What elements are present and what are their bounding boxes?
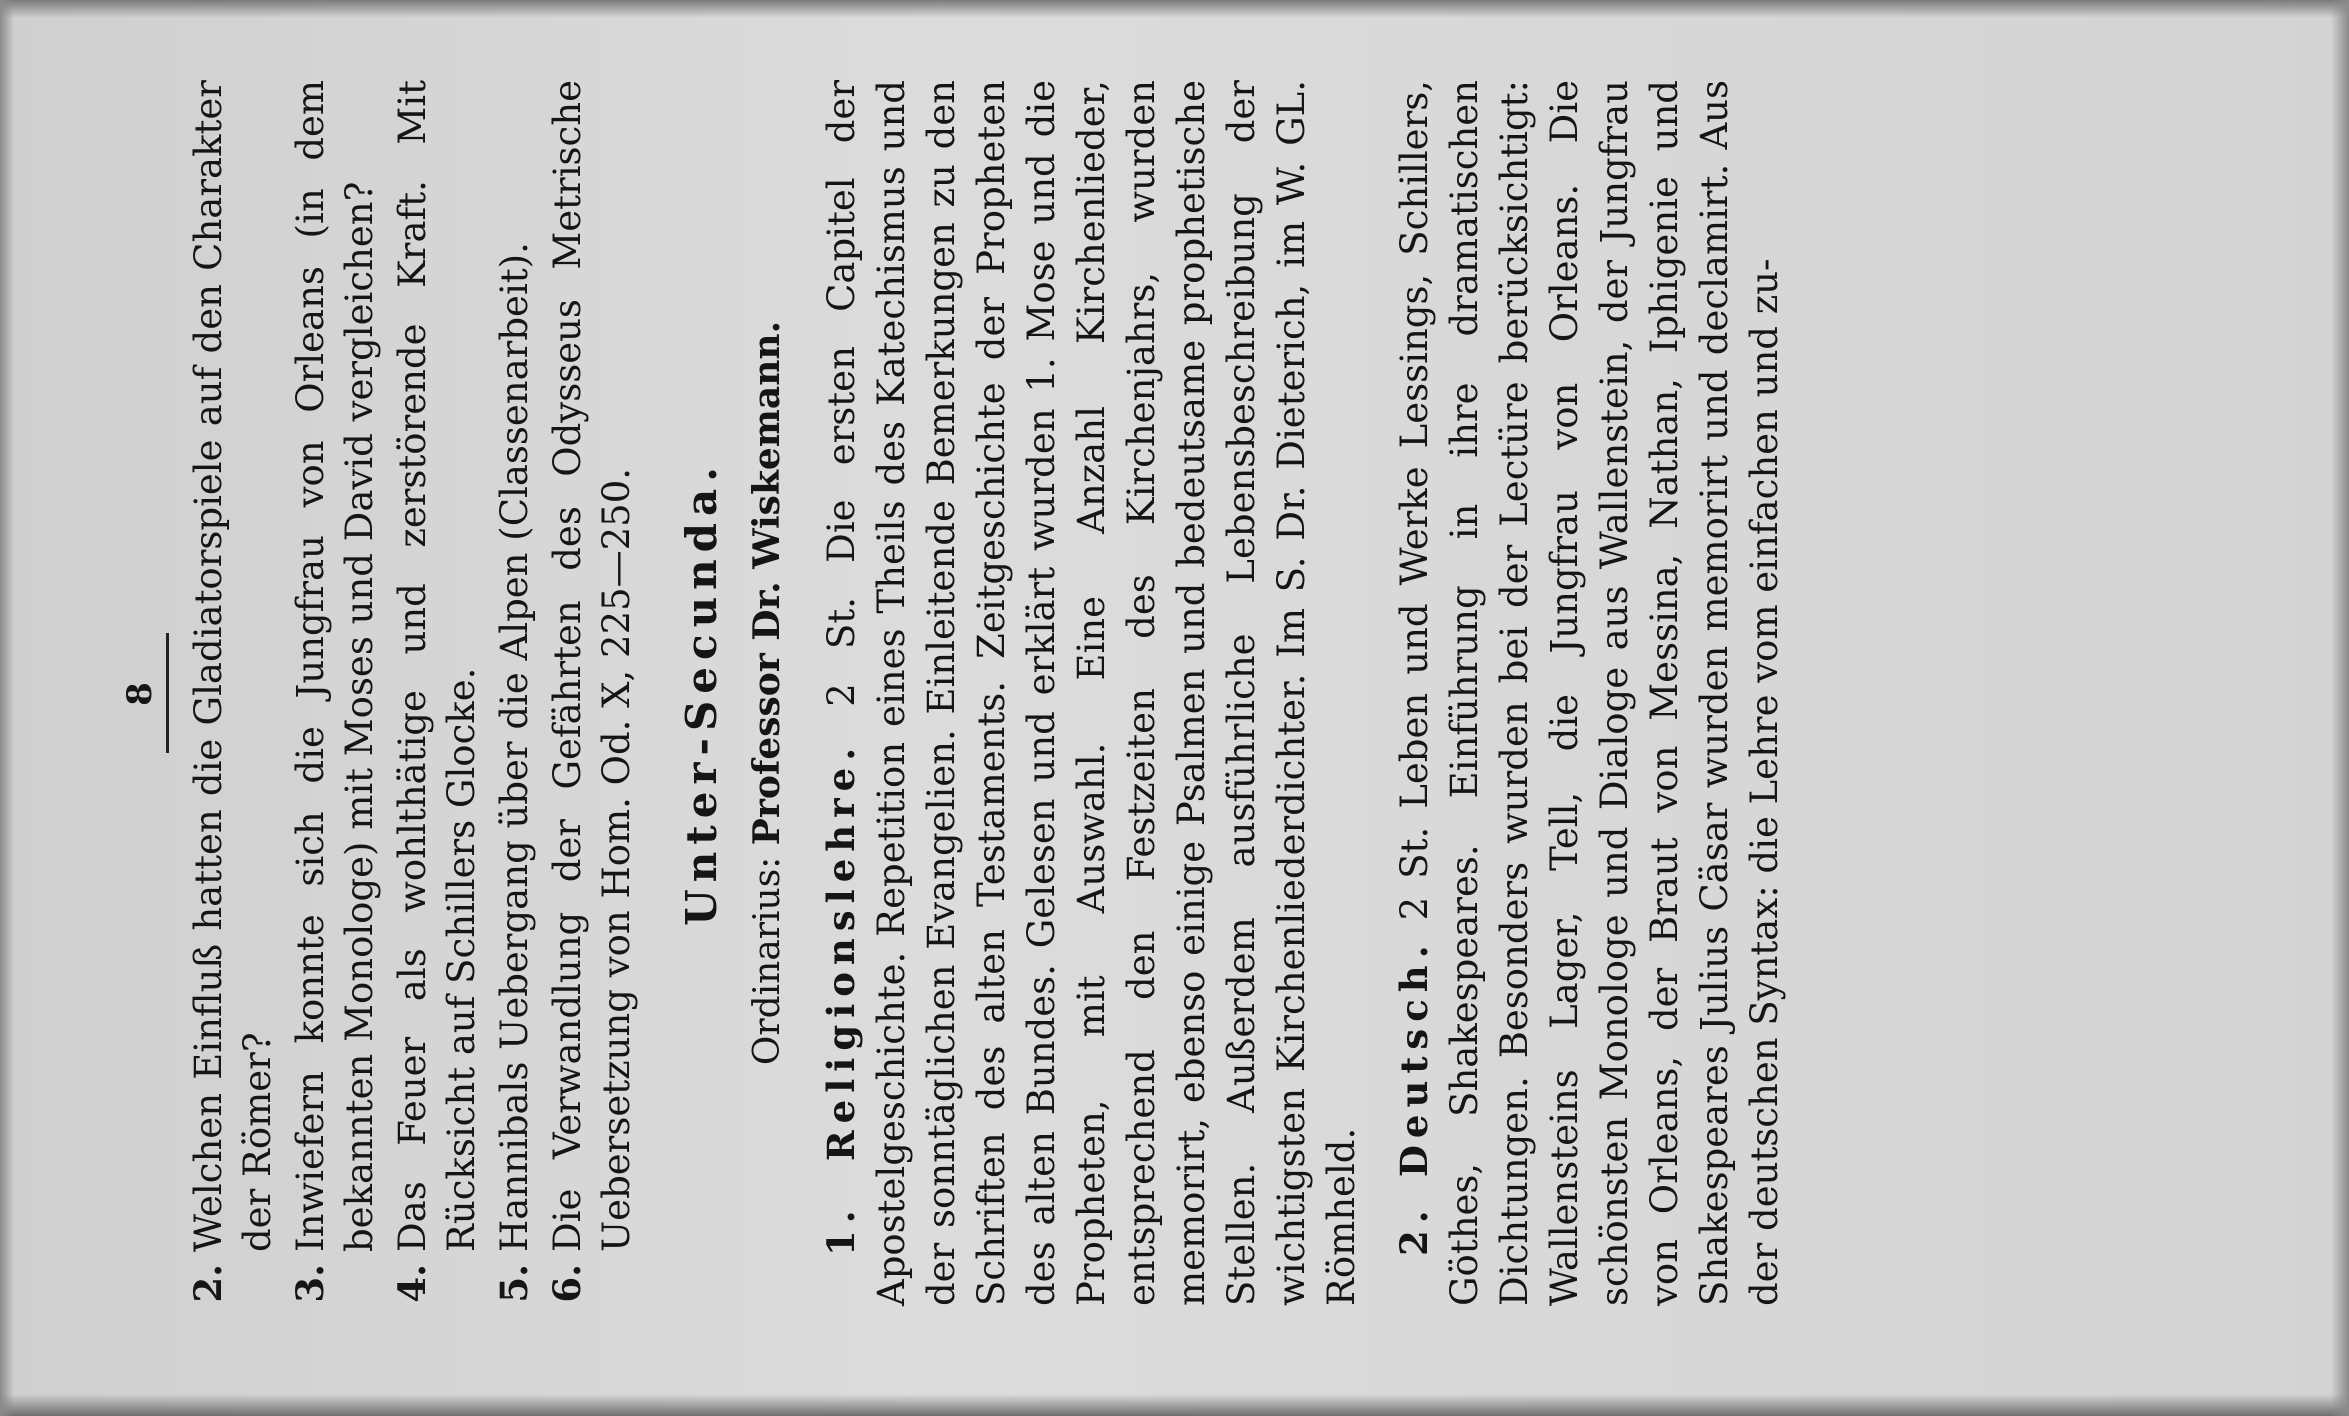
subject-text: Leben und Werke Lessings, Schillers, Göthes, Shakespeares. Einführung in ihre dramatischen Dichtungen. Besonders wurden bei der Lectüre berücksichtigt: Wallensteins Lager, Tell, die Jungfrau von Orleans. Die schönsten Monologe und Dialoge aus Wallenstein, der Jungfrau von Orleans, der Braut von Messina, Nathan, Iphigenie und Shakespeares Julius Cäsar wurden memorirt und declamirt. Aus der deutschen Syntax: die Lehre vom einfachen und zu- — [1393, 79, 1786, 1306]
essay-topic-text: Die Verwandlung der Gefährten des Odysseus Metrische Uebersetzung von Hom. Od. X, 225—250. — [546, 80, 638, 1252]
ordinarius-line — [746, 80, 788, 1306]
essay-topic — [388, 80, 486, 1306]
essay-topic — [184, 80, 282, 1306]
essay-topic — [543, 80, 641, 1306]
essay-topic-list — [184, 80, 641, 1306]
ordinarius-label: Ordinarius: — [747, 856, 788, 1066]
subject-hours: 2 St. — [1393, 826, 1436, 921]
essay-topic-text: Hannibals Uebergang über die Alpen (Classenarbeit). — [493, 242, 536, 1252]
essay-topic-number: 5. — [492, 1264, 536, 1303]
subject-text: Die ersten Capitel der Apostelgeschichte. Repetition eines Theils des Katechismus und der sonntäglichen Evangelien. Einleitende Bemerkungen zu den Schriften des alten Testaments. Zeitgeschichte der Propheten des alten Bundes. Gelesen und erklärt wurden 1. Mose und die Propheten, mit Auswahl. Eine Anzahl Kirchenlieder, entsprechend den Festzeiten des Kirchenjahrs, wurden memorirt, ebenso einige Psalmen und bedeutsame prophetische Stellen. Außerdem ausführliche Lebensbeschreibung der wichtigsten Kirchenliederdichter. Im S. Dr. Dieterich, im W. GL. Römheld. — [820, 79, 1363, 1306]
essay-topic-number: 2. — [186, 1264, 230, 1303]
essay-topic-number: 3. — [288, 1264, 332, 1303]
essay-topic — [490, 80, 539, 1306]
essay-topic-number: 4. — [390, 1264, 434, 1303]
subject-hours: 2 St. — [820, 597, 863, 707]
page-number: 8 — [120, 680, 160, 706]
essay-topic-text: Das Feuer als wohlthätige und zerstörende Kraft. Mit Rücksicht auf Schillers Glocke. — [391, 80, 483, 1252]
subject-heading: 2. Deutsch. — [1392, 938, 1436, 1256]
essay-topic-text: Inwiefern konnte sich die Jungfrau von Orleans (in dem bekannten Monologe) mit Moses und David vergleichen? — [289, 80, 381, 1252]
subject-german — [1389, 80, 1790, 1306]
section-title: Unter-Secunda. — [677, 460, 726, 926]
subject-religion — [816, 80, 1367, 1306]
ordinarius-name: Professor Dr. Wiskemann. — [746, 320, 788, 846]
subject-heading: 1. Religionslehre. — [819, 740, 863, 1256]
essay-topic — [286, 80, 384, 1306]
essay-topic-text: Welchen Einfluß hatten die Gladiatorspiele auf den Charakter der Römer? — [187, 80, 279, 1252]
page-content — [120, 80, 2259, 1306]
essay-topic-number: 6. — [545, 1264, 589, 1303]
